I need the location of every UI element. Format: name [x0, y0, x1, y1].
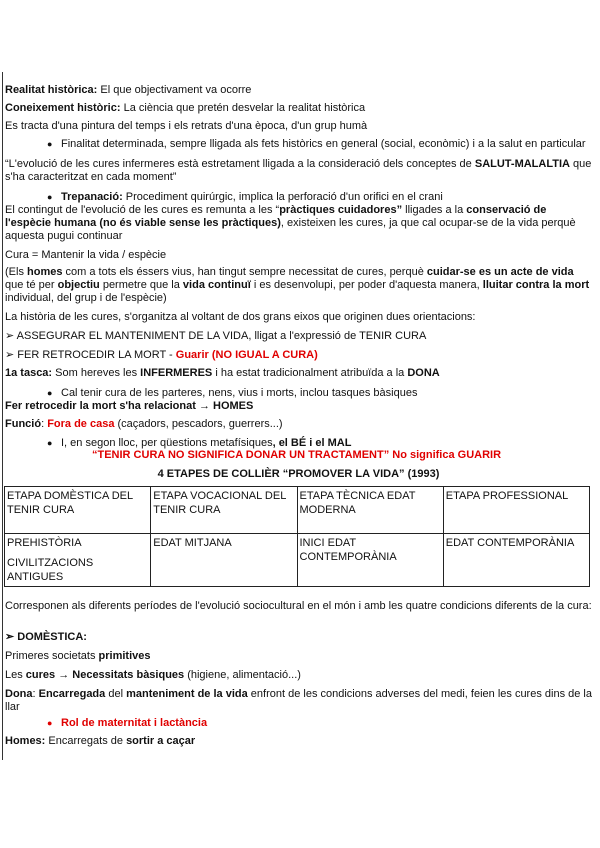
arrow-item-text: ➢ ASSEGURAR EL MANTENIMENT DE LA VIDA, lligat a l'expressió de TENIR CURA	[5, 330, 427, 342]
section-heading: 4 ETAPES DE COLLIÈR “PROMOVER LA VIDA” (1993)	[157, 468, 440, 480]
term-label: Funció	[5, 418, 42, 430]
paragraph-text: enfront de les condicions adverses del medi, feien les cures dins de la llar	[5, 688, 592, 713]
line-realitat-historica	[5, 84, 592, 97]
bullet-icon: ●	[47, 388, 53, 398]
paragraph-text: i ha estat tradicionalment atribuïda a la	[212, 367, 408, 379]
bullet-icon: ●	[47, 192, 53, 202]
paragraph-text: i es desenvolupi, per poder d'aquesta manera,	[250, 279, 483, 291]
bullet-icon: ●	[47, 718, 53, 728]
arrow-item-mantenir-vida	[5, 330, 592, 343]
emphasis: pràctiques cuidadores”	[279, 204, 403, 216]
paragraph-text: El contingut de l'evolució de les cures es remunta a les “	[5, 204, 280, 216]
line-primera-tasca	[5, 367, 592, 380]
emphasis: objectiu	[57, 279, 100, 291]
emphasis: cures → Necessitats bàsiques	[25, 669, 185, 681]
table-header-cell: ETAPA PROFESSIONAL	[443, 487, 589, 534]
paragraph-text: com a tots els éssers vius, han tingut sempre necessitat de cures, perquè	[62, 266, 427, 278]
bullet-parteres	[5, 387, 592, 400]
emphasis: vida continuï	[182, 279, 251, 291]
bullet-text: I, en segon lloc, per qüestions metafísiques	[61, 437, 273, 449]
term-definition: La ciència que pretén desvelar la realitat històrica	[120, 102, 366, 114]
arrow-item-text: ➢ FER RETROCEDIR LA MORT -	[5, 349, 176, 361]
term-label: Realitat històrica:	[5, 84, 98, 96]
table-cell	[5, 534, 151, 587]
arrow-item-retrocedir-mort	[5, 349, 592, 362]
term-label: Coneixement històric:	[5, 102, 121, 114]
bullet-rol-maternitat	[5, 717, 592, 730]
etapes-table	[4, 486, 590, 587]
line-cura-definicio	[5, 249, 592, 262]
paragraph-text: Cura = Mantenir la vida / espècie	[5, 249, 167, 261]
paragraph-text: :	[32, 688, 39, 700]
bullet-icon: ●	[47, 139, 53, 149]
table-cell: INICI EDAT CONTEMPORÀNIA	[297, 534, 443, 587]
paragraph-text: Corresponen als diferents períodes de l'evolució sociocultural en el món i amb les quatre condicions diferents de la cura:	[5, 600, 592, 612]
emphasis: primitives	[98, 650, 151, 662]
paragraph-text: (higiene, alimentació...)	[184, 669, 301, 681]
paragraph-text: que té per	[5, 279, 58, 291]
emphasis: , el BÉ i el MAL	[272, 437, 352, 449]
term-definition: Procediment quirúrgic, implica la perforació d'un orifici en el crani	[122, 191, 443, 203]
highlight-red: Rol de maternitat i lactància	[61, 717, 208, 729]
emphasis: INFERMERES	[140, 367, 213, 379]
paragraph-text: , existeixen les cures, ja que cal ocupar-se de la vida perquè aquesta pugui continuar	[5, 217, 576, 242]
line-pintura-temps	[5, 120, 592, 133]
heading-4-etapes	[5, 468, 592, 481]
paragraph-dona	[5, 688, 592, 714]
emphasis: DONA	[407, 367, 440, 379]
bullet-text: Finalitat determinada, sempre lligada als fets històrics en general (social, econòmic) i a la salut en particular	[61, 138, 586, 150]
line-funcio	[5, 418, 592, 431]
term-label: 1a tasca:	[5, 367, 53, 379]
cell-text: PREHISTÒRIA	[7, 537, 82, 549]
bullet-icon: ●	[47, 438, 53, 448]
term-label: Dona	[5, 688, 33, 700]
highlight-red: Guarir (NO IGUAL A CURA)	[175, 349, 318, 361]
paragraph-text: La història de les cures, s'organitza al voltant de dos grans eixos que originen dues orientacions:	[5, 311, 476, 323]
left-margin-rule	[2, 72, 3, 760]
table-row	[5, 534, 590, 587]
table-header-cell: ETAPA TÈCNICA EDAT MODERNA	[297, 487, 443, 534]
line-dos-eixos	[5, 311, 592, 324]
quote-text: “L'evolució de les cures infermeres està estretament lligada a la consideració dels conceptes de	[5, 158, 475, 170]
term-label: Homes:	[5, 735, 46, 747]
arrow-item-domestica	[5, 631, 592, 644]
term-label: Trepanació:	[61, 191, 123, 203]
quote-evolucio-cures	[5, 158, 592, 184]
paragraph-text: permetre que la	[99, 279, 183, 291]
emphasis: lluitar contra la mort	[482, 279, 590, 291]
paragraph-text: del	[105, 688, 127, 700]
emphasis: cuidar-se es un acte de vida	[426, 266, 574, 278]
table-row	[5, 487, 590, 534]
subsection-heading: ➢ DOMÈSTICA:	[5, 631, 87, 643]
line-primeres-societats	[5, 650, 592, 663]
line-cures-necessitats	[5, 669, 592, 682]
line-homes-cacar	[5, 735, 592, 748]
emphasis: homes	[27, 266, 63, 278]
bullet-text: Cal tenir cura de les parteres, nens, vius i morts, inclou tasques bàsiques	[61, 387, 418, 399]
line-coneixement-historic	[5, 102, 592, 115]
emphasis: SALUT-MALALTIA	[474, 158, 570, 170]
emphasis: conservació de l'espècie humana (no és viable sense les pràctiques)	[5, 204, 547, 229]
paragraph-text: Primeres societats	[5, 650, 99, 662]
emphasis: sortir a caçar	[126, 735, 196, 747]
emphasis: manteniment de la vida	[126, 688, 248, 700]
table-header-cell: ETAPA DOMÈSTICA DEL TENIR CURA	[5, 487, 151, 534]
emphasis: Encarregada	[38, 688, 106, 700]
bullet-finalitat	[5, 138, 592, 151]
paragraph-text: Es tracta d'una pintura del temps i els retrats d'una època, d'un grup humà	[5, 120, 368, 132]
emphasis: Fer retrocedir la mort s'ha relacionat → HOMES	[5, 400, 254, 412]
table-header-cell: ETAPA VOCACIONAL DEL TENIR CURA	[151, 487, 297, 534]
paragraph-text: Les	[5, 669, 26, 681]
paragraph-text: (caçadors, pescadors, guerrers...)	[114, 418, 283, 430]
table-cell: EDAT MITJANA	[151, 534, 297, 587]
highlight-red: “TENIR CURA NO SIGNIFICA DONAR UN TRACTAMENT” No significa GUARIR	[92, 449, 502, 461]
paragraph-text: Som hereves les	[52, 367, 141, 379]
paragraph-text: (Els	[5, 266, 27, 278]
cell-text: CIVILITZACIONS ANTIGUES	[7, 557, 94, 583]
paragraph-homes	[5, 266, 592, 305]
highlight-red: Fora de casa	[47, 418, 115, 430]
paragraph-text: individual, del grup i de l'espècie)	[5, 292, 167, 304]
paragraph-text: Encarregats de	[45, 735, 127, 747]
line-retrocedir-homes	[5, 400, 592, 413]
term-definition: El que objectivament va ocorre	[97, 84, 252, 96]
table-cell: EDAT CONTEMPORÀNIA	[443, 534, 589, 587]
paragraph-text: lligades a la	[402, 204, 467, 216]
quote-tenir-cura-red	[92, 449, 592, 462]
paragraph-practiques	[5, 204, 592, 243]
bullet-trepanacio	[5, 191, 592, 204]
paragraph-corresponen	[5, 600, 592, 613]
quote-text: que s'ha caracteritzat en cada moment”	[5, 158, 592, 183]
paragraph-text: :	[41, 418, 48, 430]
